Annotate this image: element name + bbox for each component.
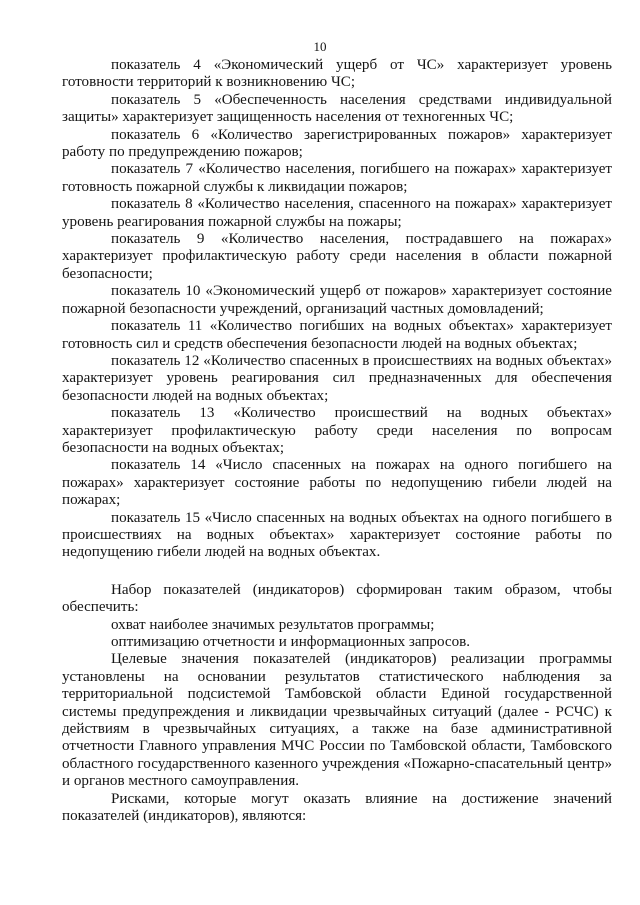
goal-item: оптимизацию отчетности и информационных запросов. (111, 634, 471, 650)
indicator-6-paragraph: показатель 6 «Количество зарегистрированных пожаров» характеризует работу по предупреждению пожаров; (62, 126, 612, 161)
indicator-5-paragraph: показатель 5 «Обеспеченность населения средствами индивидуальной защиты» характеризует защищенность населения от техногенных ЧС; (62, 91, 612, 126)
indicator-15-paragraph: показатель 15 «Число спасенных на водных объектах на одного погибшего в происшествиях на водных объектах» характеризует состояние работы по недопущению гибели людей на водных объектах. (62, 509, 612, 561)
goal-item: охват наиболее значимых результатов программы; (111, 616, 435, 633)
indicator-12-paragraph: показатель 12 «Количество спасенных в происшествиях на водных объектах» характеризует уровень реагирования сил предназначенных для обеспечения безопасности людей на водных объектах; (62, 352, 612, 404)
indicator-13-paragraph: показатель 13 «Количество происшествий на водных объектах» характеризует профилактическую работу среди населения по вопросам безопасности на водных объектах; (62, 405, 612, 456)
indicator-11-paragraph: показатель 11 «Количество погибших на водных объектах» характеризует готовность сил и средств обеспечения безопасности людей на водных объектах; (62, 318, 612, 352)
indicator-10-paragraph: показатель 10 «Экономический ущерб от пожаров» характеризует состояние пожарной безопасности учреждений, организаций частных домовладений; (62, 283, 612, 317)
page-number: 10 (313, 39, 327, 54)
indicator-9-paragraph: показатель 9 «Количество населения, пострадавшего на пожарах» характеризует профилактическую работу среди населения в области пожарной безопасности; (62, 231, 612, 282)
indicator-7-paragraph: показатель 7 «Количество населения, погибшего на пожарах» характеризует готовность пожарной службы к ликвидации пожаров; (62, 161, 612, 195)
risks-paragraph: Рисками, которые могут оказать влияние на достижение значений показателей (индикаторов), являются: (62, 790, 612, 825)
indicator-14-paragraph: показатель 14 «Число спасенных на пожарах на одного погибшего на пожарах» характеризует состояние работы по недопущению гибели людей на пожарах; (62, 457, 612, 509)
document-body (62, 57, 612, 825)
target-values-paragraph: Целевые значения показателей (индикаторов) реализации программы установлены на основании результатов статистического наблюдения за территориальной подсистемой Тамбовской области Единой государственной системы предупреждения и ликвидации чрезвычайных ситуаций (далее - РСЧС) к действиям в чрезвычайных ситуациях, а также на базе административной отчетности Главного управления МЧС России по Тамбовской области, Тамбовского областного государственного казенного учреждения «Пожарно-спасательный центр» и органов местного самоуправления. (62, 651, 612, 790)
section-spacer (62, 562, 612, 582)
indicator-set-intro: Набор показателей (индикаторов) сформирован таким образом, чтобы обеспечить: (62, 581, 612, 616)
indicator-8-paragraph: показатель 8 «Количество населения, спасенного на пожарах» характеризует уровень реагирования пожарной службы на пожары; (62, 196, 612, 230)
indicator-4-paragraph: показатель 4 «Экономический ущерб от ЧС» характеризует уровень готовности территорий к возникновению ЧС; (62, 57, 612, 91)
